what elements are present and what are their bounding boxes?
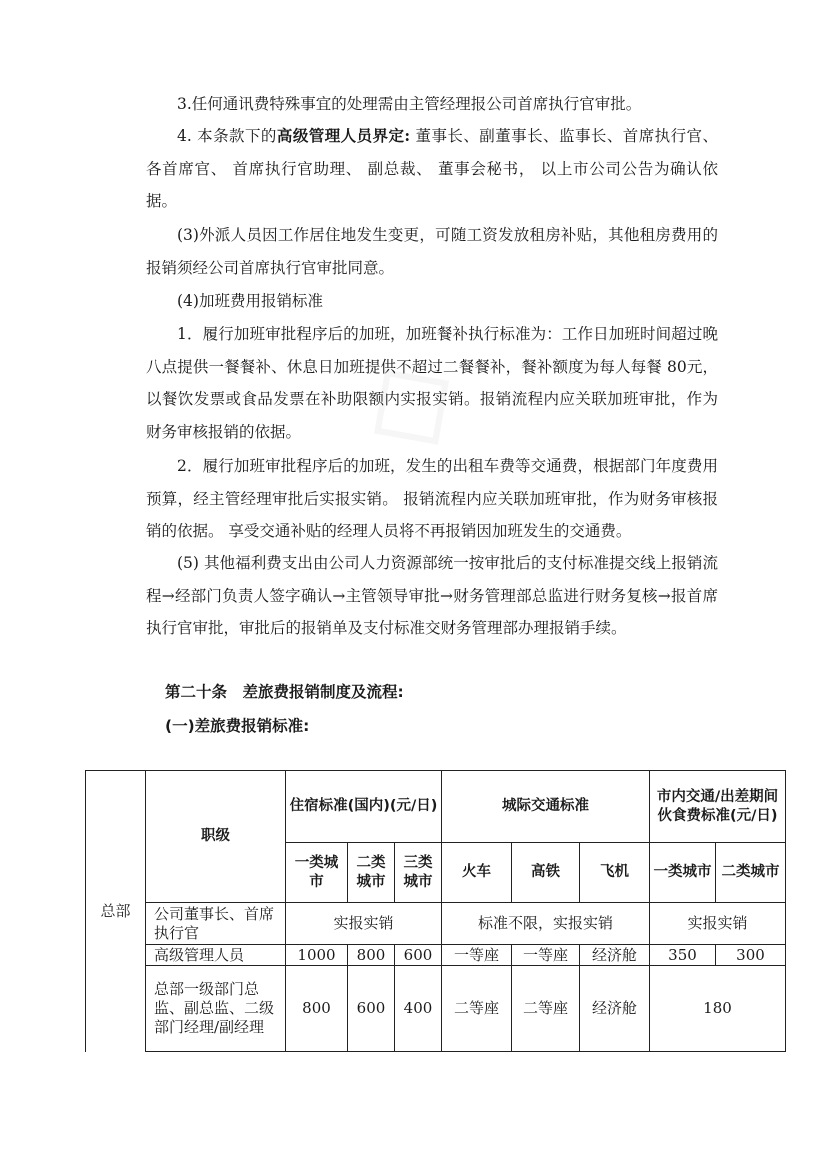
row-director-train: 二等座 — [442, 966, 512, 1052]
row-director-lodging-3: 400 — [395, 966, 442, 1052]
row-director-city: 180 — [650, 966, 786, 1052]
header-level: 职级 — [146, 771, 286, 903]
header-lodging: 住宿标准(国内)(元/日) — [286, 771, 442, 843]
article-twenty-heading: 第二十条 差旅费报销制度及流程: — [165, 683, 404, 701]
row-senior-train: 一等座 — [442, 945, 512, 966]
header-plane: 飞机 — [580, 843, 650, 903]
row-director-plane: 经济舱 — [580, 966, 650, 1052]
row-chairman-city: 实报实销 — [650, 903, 786, 945]
row-chairman-intercity: 标准不限，实报实销 — [442, 903, 650, 945]
header-city-transport: 市内交通/出差期间伙食费标准(元/日) — [650, 771, 786, 843]
header-intercity: 城际交通标准 — [442, 771, 650, 843]
row-senior-city-b: 300 — [716, 945, 786, 966]
paragraph-overtime-transport: 2．履行加班审批程序后的加班，发生的出租车费等交通费，根据部门年度费用预算，经主管经理审批后实报实销。 报销流程内应关联加班审批，作为财务审核报销的依据。 享受交通补贴的经理人员将不再报销因加班发生的交通费。 — [146, 457, 718, 540]
paragraph-welfare-process: (5) 其他福利费支出由公司人力资源部统一按审批后的支付标准提交线上报销流程→经部门负责人签字确认→主管领导审批→财务管理部总监进行财务复核→报首席执行官审批，审批后的报销单及支付标准交财务管理部办理报销手续。 — [146, 554, 718, 637]
row-director-lodging-2: 600 — [348, 966, 395, 1052]
paragraph-overtime-title: (4)加班费用报销标准 — [177, 292, 323, 310]
row-director-level: 总部一级部门总监、副总监、二级部门经理/副经理 — [146, 966, 286, 1052]
header-high-speed-rail: 高铁 — [512, 843, 580, 903]
row-senior-city-a: 350 — [650, 945, 716, 966]
row-director-hsr: 二等座 — [512, 966, 580, 1052]
row-senior-lodging-1: 1000 — [286, 945, 348, 966]
paragraph-telecom-approval: 3.任何通讯费特殊事宜的处理需由主管经理报公司首席执行官审批。 — [177, 95, 642, 113]
row-director-lodging-1: 800 — [286, 966, 348, 1052]
header-city-tier-1: 一类城市 — [286, 843, 348, 903]
header-train: 火车 — [442, 843, 512, 903]
header-city-type-a: 一类城市 — [650, 843, 716, 903]
row-chairman-level: 公司董事长、首席执行官 — [146, 903, 286, 945]
paragraph-senior-management-definition: 4. 本条款下的高级管理人员界定: 董事长、副董事长、监事长、首席执行官、各首席官、 首席执行官助理、 副总裁、 董事会秘书， 以上市公司公告为确认依据。 — [146, 126, 718, 210]
paragraph-rent-subsidy: (3)外派人员因工作居住地发生变更，可随工资发放租房补贴，其他租房费用的报销须经公司首席执行官审批同意。 — [146, 226, 718, 277]
row-senior-hsr: 一等座 — [512, 945, 580, 966]
row-chairman-lodging: 实报实销 — [286, 903, 442, 945]
row-senior-lodging-3: 600 — [395, 945, 442, 966]
travel-expense-table — [85, 770, 786, 1052]
header-city-tier-2: 二类城市 — [348, 843, 395, 903]
row-senior-plane: 经济舱 — [580, 945, 650, 966]
row-senior-level: 高级管理人员 — [146, 945, 286, 966]
header-city-type-b: 二类城市 — [716, 843, 786, 903]
header-city-tier-3: 三类城市 — [395, 843, 442, 903]
row-senior-lodging-2: 800 — [348, 945, 395, 966]
senior-management-term: 高级管理人员界定: — [276, 126, 411, 145]
dept-cell: 总部 — [86, 771, 146, 1052]
travel-standard-heading: (一)差旅费报销标准: — [165, 717, 310, 735]
paragraph-overtime-meal: 1．履行加班审批程序后的加班，加班餐补执行标准为：工作日加班时间超过晚八点提供一餐餐补、休息日加班提供不超过二餐餐补，餐补额度为每人每餐 80元，以餐饮发票或食品发票在补助限额内实报实销。报销流程内应关联加班审批，作为财务审核报销的依据。 — [146, 325, 718, 441]
